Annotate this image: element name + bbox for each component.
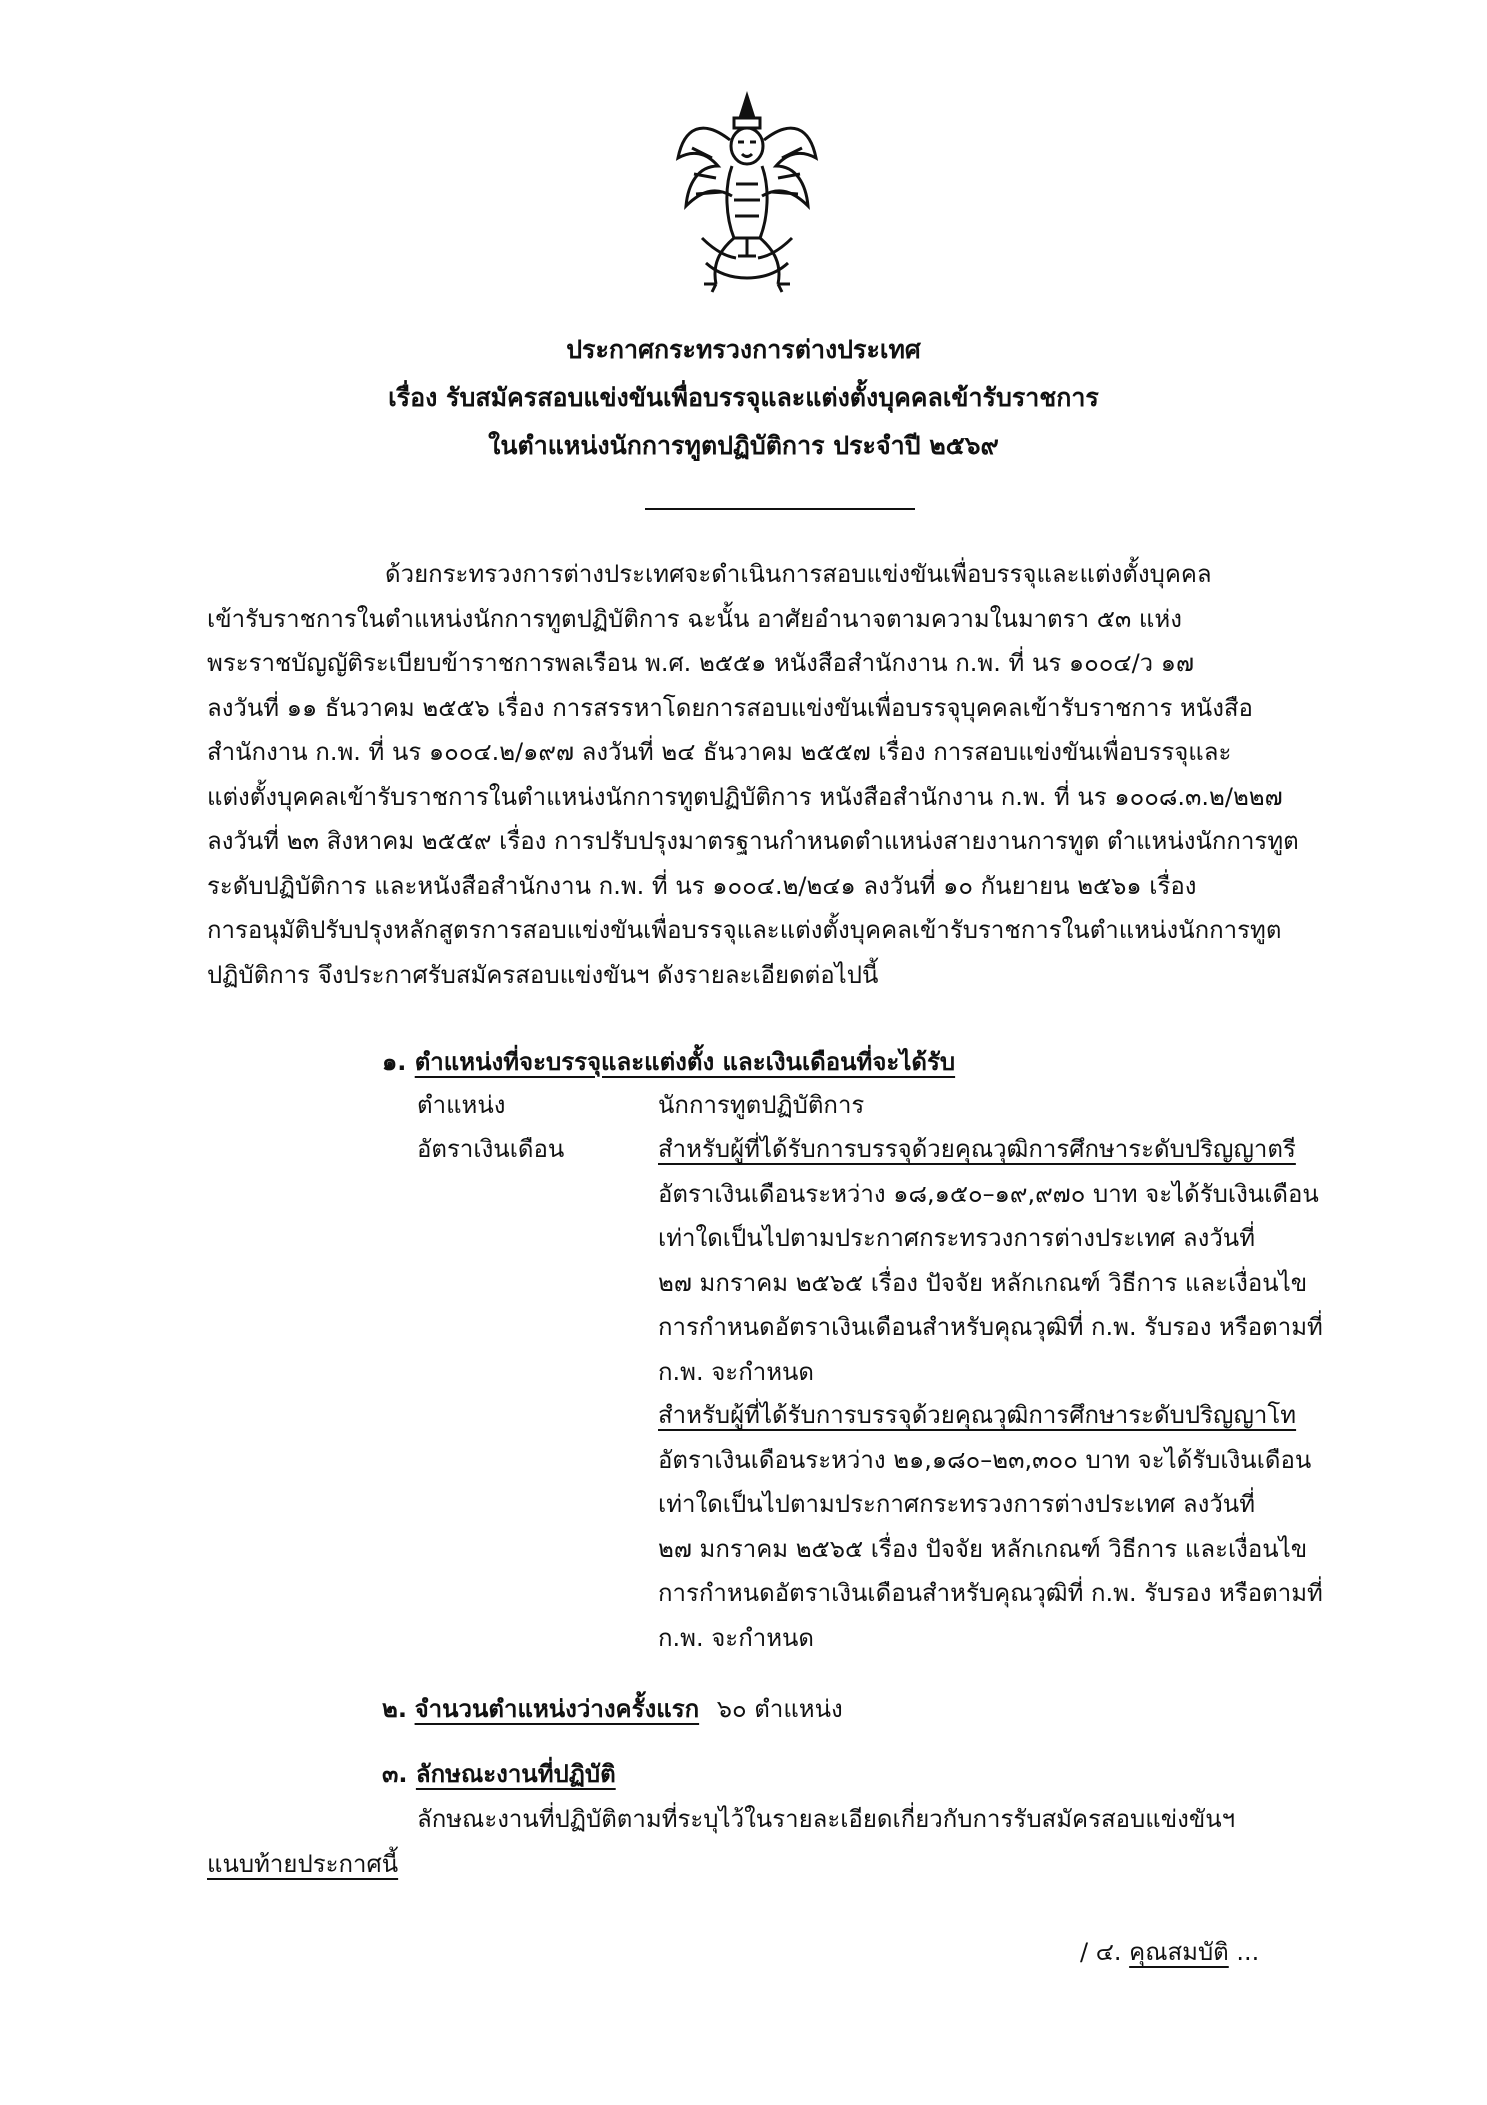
intro-line: เข้ารับราชการในตำแหน่งนักการทูตปฏิบัติการ ฉะนั้น อาศัยอำนาจตามความในมาตรา ๕๓ แห่ง [207, 604, 1182, 633]
bachelor-salary-block [658, 1127, 1348, 1394]
bachelor-salary-line: เท่าใดเป็นไปตามประกาศกระทรวงการต่างประเทศ ลงวันที่ [658, 1224, 1256, 1252]
master-salary-line: เท่าใดเป็นไปตามประกาศกระทรวงการต่างประเทศ ลงวันที่ [658, 1490, 1256, 1518]
title-divider [645, 508, 915, 510]
intro-line: พระราชบัญญัติระเบียบข้าราชการพลเรือน พ.ศ. ๒๕๕๑ หนังสือสำนักงาน ก.พ. ที่ นร ๑๐๐๔/ว ๑๗ [207, 649, 1195, 677]
master-salary-line: ๒๗ มกราคม ๒๕๖๕ เรื่อง ปัจจัย หลักเกณฑ์ วิธีการ และเงื่อนไข [658, 1534, 1308, 1563]
master-salary-title: สำหรับผู้ที่ได้รับการบรรจุด้วยคุณวุฒิการศึกษาระดับปริญญาโท [658, 1401, 1297, 1429]
bachelor-salary-line: ก.พ. จะกำหนด [658, 1357, 815, 1386]
announcement-position-year: ในตำแหน่งนักการทูตปฏิบัติการ ประจำปี ๒๕๖๙ [488, 431, 999, 460]
section-2-number: ๒. [382, 1695, 407, 1723]
position-value: นักการทูตปฏิบัติการ [658, 1091, 865, 1119]
intro-line: ปฏิบัติการ จึงประกาศรับสมัครสอบแข่งขันฯ ดังรายละเอียดต่อไปนี้ [207, 960, 879, 989]
intro-line: ลงวันที่ ๒๓ สิงหาคม ๒๕๕๙ เรื่อง การปรับปรุงมาตรฐานกำหนดตำแหน่งสายงานการทูต ตำแหน่งนักการทูต [207, 827, 1299, 855]
master-salary-line: อัตราเงินเดือนระหว่าง ๒๑,๑๘๐–๒๓,๓๐๐ บาท จะได้รับเงินเดือน [658, 1445, 1312, 1474]
salary-label: อัตราเงินเดือน [417, 1135, 565, 1163]
intro-line: แต่งตั้งบุคคลเข้ารับราชการในตำแหน่งนักการทูตปฏิบัติการ หนังสือสำนักงาน ก.พ. ที่ นร ๑๐๐๘.๓.๒/๒๒๗ [207, 782, 1283, 811]
bachelor-salary-title: สำหรับผู้ที่ได้รับการบรรจุด้วยคุณวุฒิการศึกษาระดับปริญญาตรี [658, 1135, 1296, 1163]
bachelor-salary-line: อัตราเงินเดือนระหว่าง ๑๘,๑๕๐–๑๙,๙๗๐ บาท จะได้รับเงินเดือน [658, 1179, 1319, 1208]
master-salary-block [658, 1393, 1348, 1660]
intro-line: สำนักงาน ก.พ. ที่ นร ๑๐๐๔.๒/๑๙๗ ลงวันที่ ๒๔ ธันวาคม ๒๕๕๗ เรื่อง การสอบแข่งขันเพื่อบรรจุและ [207, 738, 1232, 766]
continuation-marker [1080, 1930, 1259, 1975]
section-2-title: จำนวนตำแหน่งว่างครั้งแรก [414, 1695, 700, 1723]
vacancy-count: ๖๐ ตำแหน่ง [716, 1695, 843, 1723]
section-1-number: ๑. [382, 1048, 407, 1076]
job-description-line: ลักษณะงานที่ปฏิบัติตามที่ระบุไว้ในรายละเอียดเกี่ยวกับการรับสมัครสอบแข่งขันฯ [417, 1805, 1236, 1833]
position-label: ตำแหน่ง [417, 1091, 506, 1119]
section-3-number: ๓. [382, 1760, 408, 1788]
intro-line: ด้วยกระทรวงการต่างประเทศจะดำเนินการสอบแข่งขันเพื่อบรรจุและแต่งตั้งบุคคล [385, 560, 1212, 588]
garuda-emblem-icon [672, 88, 822, 298]
section-1-heading [382, 1040, 955, 1085]
annex-reference: แนบท้ายประกาศนี้ [207, 1850, 399, 1878]
intro-paragraph [207, 552, 1337, 997]
intro-line: ลงวันที่ ๑๑ ธันวาคม ๒๕๕๖ เรื่อง การสรรหาโดยการสอบแข่งขันเพื่อบรรจุบุคคลเข้ารับราชการ หนังสือ [207, 693, 1253, 722]
bachelor-salary-line: ๒๗ มกราคม ๒๕๖๕ เรื่อง ปัจจัย หลักเกณฑ์ วิธีการ และเงื่อนไข [658, 1268, 1308, 1297]
section-1-title: ตำแหน่งที่จะบรรจุและแต่งตั้ง และเงินเดือนที่จะได้รับ [414, 1048, 956, 1076]
section-3-title: ลักษณะงานที่ปฏิบัติ [415, 1760, 616, 1788]
continuation-next-heading: คุณสมบัติ [1129, 1938, 1229, 1966]
section-2-heading [382, 1687, 843, 1732]
master-salary-line: การกำหนดอัตราเงินเดือนสำหรับคุณวุฒิที่ ก.พ. รับรอง หรือตามที่ [658, 1579, 1323, 1607]
bachelor-salary-line: การกำหนดอัตราเงินเดือนสำหรับคุณวุฒิที่ ก.พ. รับรอง หรือตามที่ [658, 1313, 1323, 1341]
intro-line: ระดับปฏิบัติการ และหนังสือสำนักงาน ก.พ. ที่ นร ๑๐๐๔.๒/๒๔๑ ลงวันที่ ๑๐ กันยายน ๒๕๖๑ เรื่อง [207, 871, 1197, 900]
section-3-heading [382, 1752, 616, 1797]
continuation-prefix: / ๔. [1080, 1938, 1122, 1966]
announcement-subject: เรื่อง รับสมัครสอบแข่งขันเพื่อบรรจุและแต่งตั้งบุคคลเข้ารับราชการ [388, 383, 1099, 412]
continuation-ellipsis: ... [1236, 1938, 1260, 1966]
master-salary-line: ก.พ. จะกำหนด [658, 1623, 815, 1652]
announcement-title: ประกาศกระทรวงการต่างประเทศ [566, 335, 921, 364]
intro-line: การอนุมัติปรับปรุงหลักสูตรการสอบแข่งขันเพื่อบรรจุและแต่งตั้งบุคคลเข้ารับราชการในตำแหน่งนักการทูต [207, 916, 1282, 944]
